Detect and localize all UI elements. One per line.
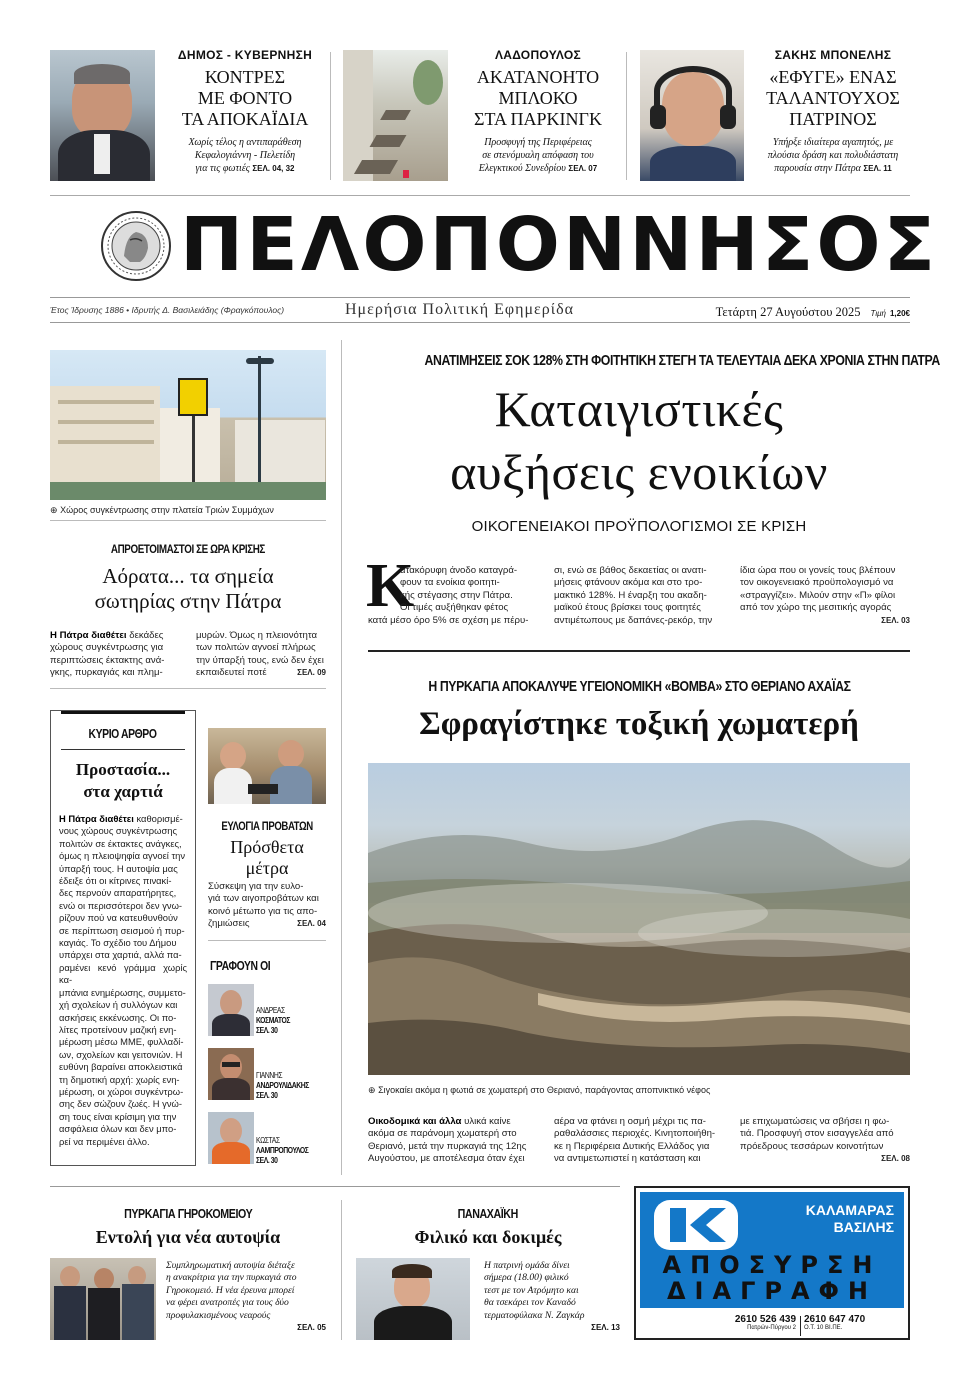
lead-col-3: ίδια ώρα που οι γονείς τους βλέπουν τον οικογενειακό προϋπολογισμό να «στραγγίζει». Μιλούν στην «Π» φίλοι από τον χώρο της μεσιτικής αγοράς ΣΕΛ. 03 — [740, 565, 910, 627]
teaser-kicker: ΔΗΜΟΣ - ΚΥΒΕΡΝΗΣΗ — [177, 48, 313, 62]
teaser-text: Υπήρξε ιδιαίτερα αγαπητός, με πλούσια δράση και πολυδιάστατη παρουσία στην Πάτρα ΣΕΛ. 11 — [767, 137, 899, 174]
lead-story[interactable] — [368, 352, 940, 535]
page-ref: ΣΕΛ. 08 — [881, 1154, 910, 1164]
bottom-title: Εντολή για νέα αυτοψία — [95, 1227, 281, 1247]
camera-icon: ⊕ — [368, 1085, 376, 1095]
teaser-text: Χωρίς τέλος η αντιπαράθεση Κεφαλογιάννη - Πελετίδη για τις φωτιές ΣΕΛ. 04, 32 — [188, 137, 302, 174]
dump-col-3: με επιχωματώσεις να σβήσει η φω- τιά. Προσφυγή στον εισαγγελέα από πρόεδρους τεσσάρων κοινοτήτων ΣΕΛ. 08 — [740, 1116, 910, 1166]
page-ref: ΣΕΛ. 05 — [297, 1323, 326, 1333]
price-value: 1,20€ — [889, 309, 910, 318]
teaser-1[interactable] — [160, 48, 330, 175]
writers-kicker: ΓΡΑΦΟΥΝ ΟΙ — [210, 958, 271, 973]
sheep-title: Πρόσθετα μέτρα — [230, 837, 304, 878]
page-ref: ΣΕΛ. 11 — [863, 164, 892, 173]
page-ref: ΣΕΛ. 09 — [297, 668, 326, 678]
sheep-text: Σύσκεψη για την ευλο- γιά των αιγοπροβάτων και κοινό μέτωπο για τις απο- ζημιώσεις ΣΕΛ. 04 — [208, 881, 326, 930]
lead-col-1: ατακόρυφη άνοδο καταγρά- φουν τα ενοίκια φοιτητι- κής στέγασης στην Πάτρα. Οι τιμές αυξήθηκαν φέτος κατά μέσο όρο 5% σε σχέση με πέρυ- — [368, 565, 529, 626]
page-ref: ΣΕΛ. 07 — [568, 164, 598, 173]
safety-article[interactable] — [50, 540, 326, 614]
teaser-title: ΑΚΑΤΑΝΟΗΤΟ ΜΠΛΟΚΟ ΣΤΑ ΠΑΡΚΙΝΓΚ — [474, 67, 602, 129]
ad-kalamaras[interactable] — [634, 1186, 910, 1340]
teaser-photo-mayor — [50, 50, 155, 181]
editorial-box[interactable] — [50, 710, 196, 1166]
masthead-subtitle: Ημερήσια Πολιτική Εφημερίδα — [345, 301, 574, 318]
teaser-kicker: ΛΑΔΟΠΟΥΛΟΣ — [494, 48, 582, 62]
teaser-photo-bonelis — [640, 50, 744, 181]
masthead-date — [690, 303, 910, 321]
teaser-title: ΚΟΝΤΡΕΣ ΜΕ ΦΟΝΤΟ ΤΑ ΑΠΟΚΑΪΔΙΑ — [181, 67, 309, 129]
bottom-kicker: ΠΑΝΑΧΑΪΚΗ — [457, 1206, 519, 1221]
safety-kicker: ΑΠΡΟΕΤΟΙΜΑΣΤΟΙ ΣΕ ΩΡΑ ΚΡΙΣΗΣ — [111, 542, 265, 556]
writer-2[interactable]: ΓΙΑΝΝΗΣ ΑΝΔΡΟΥΛΙΔΑΚΗΣ ΣΕΛ. 30 — [256, 1071, 309, 1100]
teaser-kicker: ΣΑΚΗΣ ΜΠΟΝΕΛΗΣ — [774, 48, 892, 62]
masthead-founded: Έτος Ίδρυσης 1886 • Ιδρυτής Δ. Βασιλειάδης (Φραγκόπουλος) — [50, 305, 285, 315]
teaser-3[interactable] — [748, 48, 918, 175]
ad-slogan: ΑΠΟΣΥΡΣΗ ΔΙΑΓΡΑΦΗ — [662, 1251, 882, 1305]
teaser-title: «ΕΦΥΓΕ» ΕΝΑΣ ΤΑΛΑΝΤΟΥΧΟΣ ΠΑΤΡΙΝΟΣ — [766, 67, 900, 129]
dump-title: Σφραγίστηκε τοξική χωματερή — [419, 706, 859, 742]
dump-story[interactable] — [368, 678, 910, 744]
lead-dropcap: Κ — [366, 552, 415, 620]
writer-1[interactable]: ΑΝΔΡΕΑΣ ΚΟΣΜΑΤΟΣ ΣΕΛ. 30 — [256, 1006, 290, 1035]
editorial-title: Προστασία... στα χαρτιά — [75, 760, 171, 801]
photo-plateia — [50, 350, 326, 500]
writer-photo-lampropoulos — [208, 1112, 254, 1164]
bottom-article-1[interactable] — [50, 1205, 326, 1248]
writer-3[interactable]: ΚΩΣΤΑΣ ΛΑΜΠΡΟΠΟΥΛΟΣ ΣΕΛ. 30 — [256, 1136, 309, 1165]
teaser-text: Προσφυγή της Περιφέρειας σε στενόμυαλη απόφαση του Ελεγκτικού Συνεδρίου ΣΕΛ. 07 — [478, 137, 598, 174]
writer-photo-kosmatos — [208, 984, 254, 1036]
bottom-title: Φιλικό και δοκιμές — [414, 1227, 562, 1247]
masthead-logo-seal — [100, 210, 172, 282]
ad-contact-1: 2610 526 439 Πατρών-Πύργου 2 — [734, 1314, 796, 1331]
dump-col-2: αέρα να φτάνει η οσμή μέχρι τις πα- ραθαλάσσιες περιοχές. Κινητοποιήθη- κε η Περιφέρεια Δυτικής Ελλάδος για να αντιμετωπιστεί η κατάσταση και — [554, 1116, 716, 1165]
page-ref: ΣΕΛ. 04, 32 — [252, 164, 295, 173]
safety-title: Αόρατα... τα σημεία σωτηρίας στην Πάτρα — [94, 564, 282, 613]
ad-name: ΚΑΛΑΜΑΡΑΣ ΒΑΣΙΛΗΣ — [805, 1202, 894, 1235]
photo-caption: ⊕ Χώρος συγκέντρωσης στην πλατεία Τριών Συμμάχων — [50, 505, 274, 515]
page-ref: ΣΕΛ. 03 — [881, 615, 910, 625]
teaser-photo-parking — [343, 50, 448, 181]
lead-title: Καταιγιστικές αυξήσεις ενοικίων — [450, 381, 828, 500]
camera-icon: ⊕ — [50, 505, 58, 515]
sheep-kicker: ΕΥΛΟΓΙΑ ΠΡΟΒΑΤΩΝ — [221, 819, 313, 833]
dump-col-1: Οικοδομικά και άλλα υλικά καίνε ακόμα σε παράνομη χωματερή στο Θεριανό, μετά την πυρκαγιά της 12ης Αυγούστου, με αποτέλεσμα όταν έχει — [368, 1116, 527, 1165]
photo-meeting — [208, 728, 326, 804]
photo-arrest — [50, 1258, 156, 1340]
price-label: Τιμή — [870, 309, 886, 318]
editorial-kicker: ΚΥΡΙΟ ΑΡΘΡΟ — [88, 726, 158, 741]
lead-kicker: ΑΝΑΤΙΜΗΣΕΙΣ ΣΟΚ 128% ΣΤΗ ΦΟΙΤΗΤΙΚΗ ΣΤΕΓΗ ΤΑ ΤΕΛΕΥΤΑΙΑ ΔΕΚΑ ΧΡΟΝΙΑ ΣΤΗΝ ΠΑΤΡΑ — [424, 352, 940, 369]
ad-contact-2: 2610 647 470 Ο.Τ. 10 ΒΙ.ΠΕ. — [804, 1314, 866, 1331]
page-ref: ΣΕΛ. 04 — [297, 919, 326, 929]
issue-date: Τετάρτη 27 Αυγούστου 2025 — [715, 305, 861, 319]
safety-col-1: Η Πάτρα διαθέτει δεκάδες χώρους συγκέντρωσης για περιπτώσεις έκτακτης ανά- γκης, πυρκαγιάς και πλημ- — [50, 630, 165, 679]
writer-photo-androulidakis — [208, 1048, 254, 1100]
landfill-caption: ⊕ Σιγοκαίει ακόμα η φωτιά σε χωματερή στο Θεριανό, παράγοντας αποπνικτικό νέφος — [368, 1085, 711, 1095]
lead-col-2: σι, ενώ σε βάθος δεκαετίας οι ανατι- μήσεις φτάνουν ακόμα και στο τρο- μακτικό 128%. Η έναρξη του ακαδη- μαϊκού έτους βρίσκει τους φοιτητές αντιμέτωπους με δαπάνες-ρεκόρ, την — [554, 565, 713, 626]
safety-col-2: μυρών. Όμως η πλειονότητα των πολιτών αγνοεί πλήρως την ύπαρξή τους, ενώ δεν έχει εκπαιδευτεί ποτέ ΣΕΛ. 09 — [196, 630, 326, 679]
ad-logo-icon — [652, 1198, 740, 1252]
photo-goalkeeper — [356, 1258, 470, 1340]
photo-landfill — [368, 763, 910, 1075]
page-ref: ΣΕΛ. 13 — [591, 1323, 620, 1333]
teaser-2[interactable] — [453, 48, 623, 175]
bottom-text-2: Η πατρινή ομάδα δίνει σήμερα (18.00) φιλικό τεστ με τον Ατρόμητο και θα τσεκάρει τον Καναδό τερματοφύλακα Ν. Ζαγκάρ ΣΕΛ. 13 — [484, 1260, 620, 1334]
bottom-text-1: Συμπληρωματική αυτοψία διέταξε η ανακρίτρια για την πυρκαγιά στο Γηροκομειό. Η νέα έρευνα μπορεί να φέρει ανατροπές για τους δύο προφυλακισμένους νεαρούς ΣΕΛ. 05 — [166, 1260, 326, 1334]
masthead-title: ΠΕΛΟΠΟΝΝΗΣΟΣ — [180, 202, 939, 288]
lead-subtitle: ΟΙΚΟΓΕΝΕΙΑΚΟΙ ΠΡΟΫΠΟΛΟΓΙΣΜΟΙ ΣΕ ΚΡΙΣΗ — [471, 518, 807, 535]
bottom-article-2[interactable] — [356, 1205, 620, 1248]
dump-kicker: Η ΠΥΡΚΑΓΙΑ ΑΠΟΚΑΛΥΨΕ ΥΓΕΙΟΝΟΜΙΚΗ «ΒΟΜΒΑ» ΣΤΟ ΘΕΡΙΑΝΟ ΑΧΑΪΑΣ — [427, 678, 851, 695]
bottom-kicker: ΠΥΡΚΑΓΙΑ ΓΗΡΟΚΟΜΕΙΟΥ — [123, 1206, 253, 1221]
sheep-article[interactable] — [208, 817, 326, 879]
editorial-text: Η Πάτρα διαθέτει καθορισμέ- νους χώρους συγκέντρωσης πολιτών σε έκτακτες ανάγκες, όμως η πλειοψηφία αγνοεί την ύπαρξή τους. Η αυτοψία μας έδειξε ότι οι κίτρινες πινακί- δες περνούν απαρατήρητες, ενώ οι περισσότεροι δεν γνω- ρίζουν πού να κατευθυνθούν σε περίπτωση σεισμού ή πυρ- καγιάς. Το σχέδιο του Δήμου υπάρχει στα χαρτιά, αλλά πα- ραμένει κενό γράμμα χωρίς κα- μπάνια ενημέρωσης, συμμετο- χή σχολείων ή συλλόγων και ασκήσεις εκκένωσης. Οι πο- λίτες προτείνουν μαζική ενη- μέρωση μέσω ΜΜΕ, φυλλαδί- ων, σχολείων και γειτονιών. Η ευθύνη βαραίνει αποκλειστικά τη δημοτική αρχή: χωρίς ενη- μέρωση, οι χώροι συγκέντρω- σης δεν σώζουν ζωές. Η γνώ- ση τους είναι κρίσιμη για την ασφάλεια όλων και δεν μπο- ρεί να περιμένει άλλο. — [59, 813, 187, 1147]
